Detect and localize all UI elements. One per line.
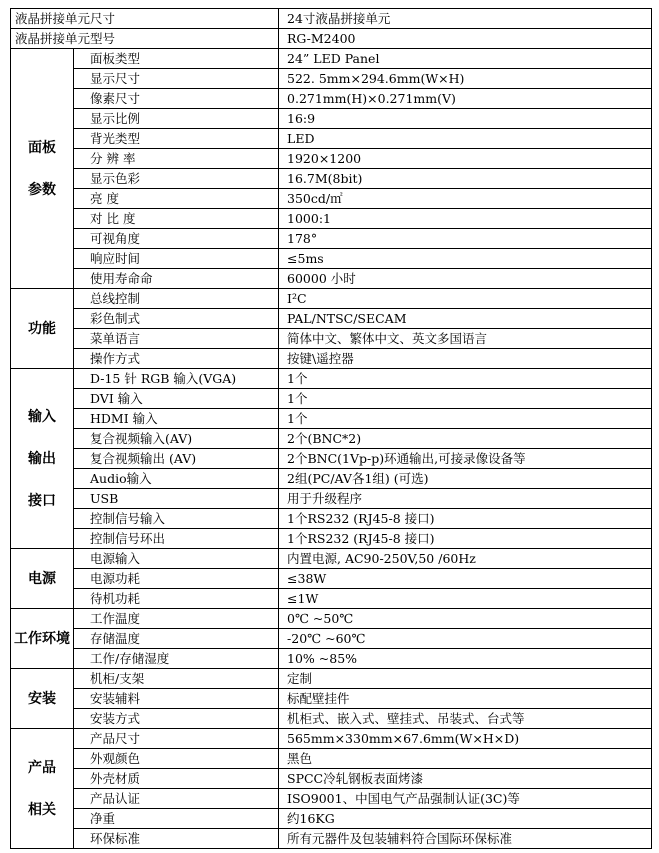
param-value: ≤5ms bbox=[279, 249, 652, 269]
spec-row bbox=[11, 629, 652, 649]
param-value: 2个(BNC*2) bbox=[279, 429, 652, 449]
param-value: 16:9 bbox=[279, 109, 652, 129]
section-label-line: 参数 bbox=[28, 181, 56, 198]
param-value: 1个 bbox=[279, 369, 652, 389]
param-value: 定制 bbox=[279, 669, 652, 689]
spec-row bbox=[11, 749, 652, 769]
spec-row bbox=[11, 189, 652, 209]
param-name: 产品认证 bbox=[74, 789, 279, 809]
spec-row bbox=[11, 349, 652, 369]
param-name: 操作方式 bbox=[74, 349, 279, 369]
param-value: 2组(PC/AV各1组) (可选) bbox=[279, 469, 652, 489]
spec-row bbox=[11, 469, 652, 489]
param-name: 背光类型 bbox=[74, 129, 279, 149]
section-label bbox=[11, 729, 74, 849]
param-value: 24” LED Panel bbox=[279, 49, 652, 69]
header-value: RG-M2400 bbox=[279, 29, 652, 49]
param-name: 显示色彩 bbox=[74, 169, 279, 189]
param-name: 工作温度 bbox=[74, 609, 279, 629]
param-name: 机柜/支架 bbox=[74, 669, 279, 689]
spec-row bbox=[11, 289, 652, 309]
spec-row bbox=[11, 809, 652, 829]
param-name: 环保标准 bbox=[74, 829, 279, 849]
spec-row bbox=[11, 649, 652, 669]
param-value: 所有元器件及包装辅料符合国际环保标准 bbox=[279, 829, 652, 849]
spec-row bbox=[11, 729, 652, 749]
param-name: HDMI 输入 bbox=[74, 409, 279, 429]
param-value: ≤1W bbox=[279, 589, 652, 609]
param-name: 外壳材质 bbox=[74, 769, 279, 789]
section-label-line: 接口 bbox=[28, 492, 56, 509]
param-value: SPCC冷轧钢板表面烤漆 bbox=[279, 769, 652, 789]
spec-sheet bbox=[10, 8, 651, 845]
section-label bbox=[11, 609, 74, 669]
param-name: 可视角度 bbox=[74, 229, 279, 249]
param-name: DVI 输入 bbox=[74, 389, 279, 409]
param-value: 0.271mm(H)×0.271mm(V) bbox=[279, 89, 652, 109]
header-row bbox=[11, 29, 652, 49]
param-name: 安装方式 bbox=[74, 709, 279, 729]
param-name: 总线控制 bbox=[74, 289, 279, 309]
param-name: 电源输入 bbox=[74, 549, 279, 569]
param-value: -20℃ ~60℃ bbox=[279, 629, 652, 649]
section-label-line: 相关 bbox=[28, 801, 56, 818]
section-label bbox=[11, 549, 74, 609]
param-value: 16.7M(8bit) bbox=[279, 169, 652, 189]
param-name: 产品尺寸 bbox=[74, 729, 279, 749]
param-value: 内置电源, AC90-250V,50 /60Hz bbox=[279, 549, 652, 569]
spec-table bbox=[10, 8, 652, 849]
param-value: 10% ~85% bbox=[279, 649, 652, 669]
spec-row bbox=[11, 89, 652, 109]
spec-row bbox=[11, 209, 652, 229]
param-name: 亮 度 bbox=[74, 189, 279, 209]
spec-row bbox=[11, 169, 652, 189]
param-name: 控制信号输入 bbox=[74, 509, 279, 529]
param-value: 黑色 bbox=[279, 749, 652, 769]
param-value: ≤38W bbox=[279, 569, 652, 589]
param-value: LED bbox=[279, 129, 652, 149]
spec-row bbox=[11, 589, 652, 609]
param-value: 1920×1200 bbox=[279, 149, 652, 169]
section-label-line: 输出 bbox=[28, 450, 56, 467]
header-row bbox=[11, 9, 652, 29]
section-label-line: 功能 bbox=[28, 320, 56, 337]
spec-row bbox=[11, 689, 652, 709]
param-name: 复合视频输入(AV) bbox=[74, 429, 279, 449]
param-value: 1000:1 bbox=[279, 209, 652, 229]
section-label-line: 输入 bbox=[28, 408, 56, 425]
param-name: 待机功耗 bbox=[74, 589, 279, 609]
spec-row bbox=[11, 229, 652, 249]
header-value: 24寸液晶拼接单元 bbox=[279, 9, 652, 29]
param-value: 0℃ ~50℃ bbox=[279, 609, 652, 629]
section-label-line: 产品 bbox=[28, 759, 56, 776]
spec-row bbox=[11, 369, 652, 389]
section-label-line: 工作环境 bbox=[14, 630, 70, 647]
section-label bbox=[11, 369, 74, 549]
param-name: 分 辨 率 bbox=[74, 149, 279, 169]
param-value: 约16KG bbox=[279, 809, 652, 829]
param-value: 60000 小时 bbox=[279, 269, 652, 289]
section-label-line: 电源 bbox=[28, 570, 56, 587]
spec-row bbox=[11, 709, 652, 729]
section-label bbox=[11, 669, 74, 729]
param-name: 像素尺寸 bbox=[74, 89, 279, 109]
spec-row bbox=[11, 269, 652, 289]
spec-row bbox=[11, 409, 652, 429]
param-name: 响应时间 bbox=[74, 249, 279, 269]
param-value: 565mm×330mm×67.6mm(W×H×D) bbox=[279, 729, 652, 749]
spec-row bbox=[11, 609, 652, 629]
spec-row bbox=[11, 389, 652, 409]
spec-row bbox=[11, 549, 652, 569]
param-name: 安装辅料 bbox=[74, 689, 279, 709]
param-name: USB bbox=[74, 489, 279, 509]
spec-row bbox=[11, 669, 652, 689]
section-label bbox=[11, 289, 74, 369]
spec-row bbox=[11, 429, 652, 449]
param-name: 工作/存储湿度 bbox=[74, 649, 279, 669]
spec-row bbox=[11, 249, 652, 269]
spec-row bbox=[11, 109, 652, 129]
param-name: D-15 针 RGB 输入(VGA) bbox=[74, 369, 279, 389]
header-label: 液晶拼接单元型号 bbox=[11, 29, 279, 49]
param-value: 1个 bbox=[279, 389, 652, 409]
param-name: 使用寿命命 bbox=[74, 269, 279, 289]
param-name: Audio输入 bbox=[74, 469, 279, 489]
param-value: 简体中文、繁体中文、英文多国语言 bbox=[279, 329, 652, 349]
spec-row bbox=[11, 129, 652, 149]
param-value: 标配壁挂件 bbox=[279, 689, 652, 709]
param-name: 彩色制式 bbox=[74, 309, 279, 329]
spec-row bbox=[11, 329, 652, 349]
param-value: 用于升级程序 bbox=[279, 489, 652, 509]
spec-row bbox=[11, 49, 652, 69]
param-name: 控制信号环出 bbox=[74, 529, 279, 549]
param-name: 面板类型 bbox=[74, 49, 279, 69]
spec-row bbox=[11, 449, 652, 469]
param-value: 1个 bbox=[279, 409, 652, 429]
spec-row bbox=[11, 769, 652, 789]
section-label-line: 面板 bbox=[28, 139, 56, 156]
spec-row bbox=[11, 149, 652, 169]
param-value: I²C bbox=[279, 289, 652, 309]
spec-row bbox=[11, 489, 652, 509]
param-name: 电源功耗 bbox=[74, 569, 279, 589]
section-label bbox=[11, 49, 74, 289]
section-label-line: 安装 bbox=[28, 690, 56, 707]
param-name: 外观颜色 bbox=[74, 749, 279, 769]
spec-row bbox=[11, 69, 652, 89]
spec-row bbox=[11, 529, 652, 549]
param-name: 复合视频输出 (AV) bbox=[74, 449, 279, 469]
param-value: 178° bbox=[279, 229, 652, 249]
param-value: ISO9001、中国电气产品强制认证(3C)等 bbox=[279, 789, 652, 809]
param-name: 菜单语言 bbox=[74, 329, 279, 349]
param-name: 存储温度 bbox=[74, 629, 279, 649]
param-value: PAL/NTSC/SECAM bbox=[279, 309, 652, 329]
param-value: 1个RS232 (RJ45-8 接口) bbox=[279, 509, 652, 529]
spec-row bbox=[11, 309, 652, 329]
param-name: 显示比例 bbox=[74, 109, 279, 129]
header-label: 液晶拼接单元尺寸 bbox=[11, 9, 279, 29]
spec-row bbox=[11, 829, 652, 849]
param-name: 对 比 度 bbox=[74, 209, 279, 229]
param-name: 显示尺寸 bbox=[74, 69, 279, 89]
param-value: 按键\遥控器 bbox=[279, 349, 652, 369]
param-value: 350cd/㎡ bbox=[279, 189, 652, 209]
param-name: 净重 bbox=[74, 809, 279, 829]
param-value: 522. 5mm×294.6mm(W×H) bbox=[279, 69, 652, 89]
param-value: 机柜式、嵌入式、壁挂式、吊装式、台式等 bbox=[279, 709, 652, 729]
spec-row bbox=[11, 789, 652, 809]
spec-row bbox=[11, 569, 652, 589]
param-value: 2个BNC(1Vp-p)环通输出,可接录像设备等 bbox=[279, 449, 652, 469]
spec-row bbox=[11, 509, 652, 529]
param-value: 1个RS232 (RJ45-8 接口) bbox=[279, 529, 652, 549]
